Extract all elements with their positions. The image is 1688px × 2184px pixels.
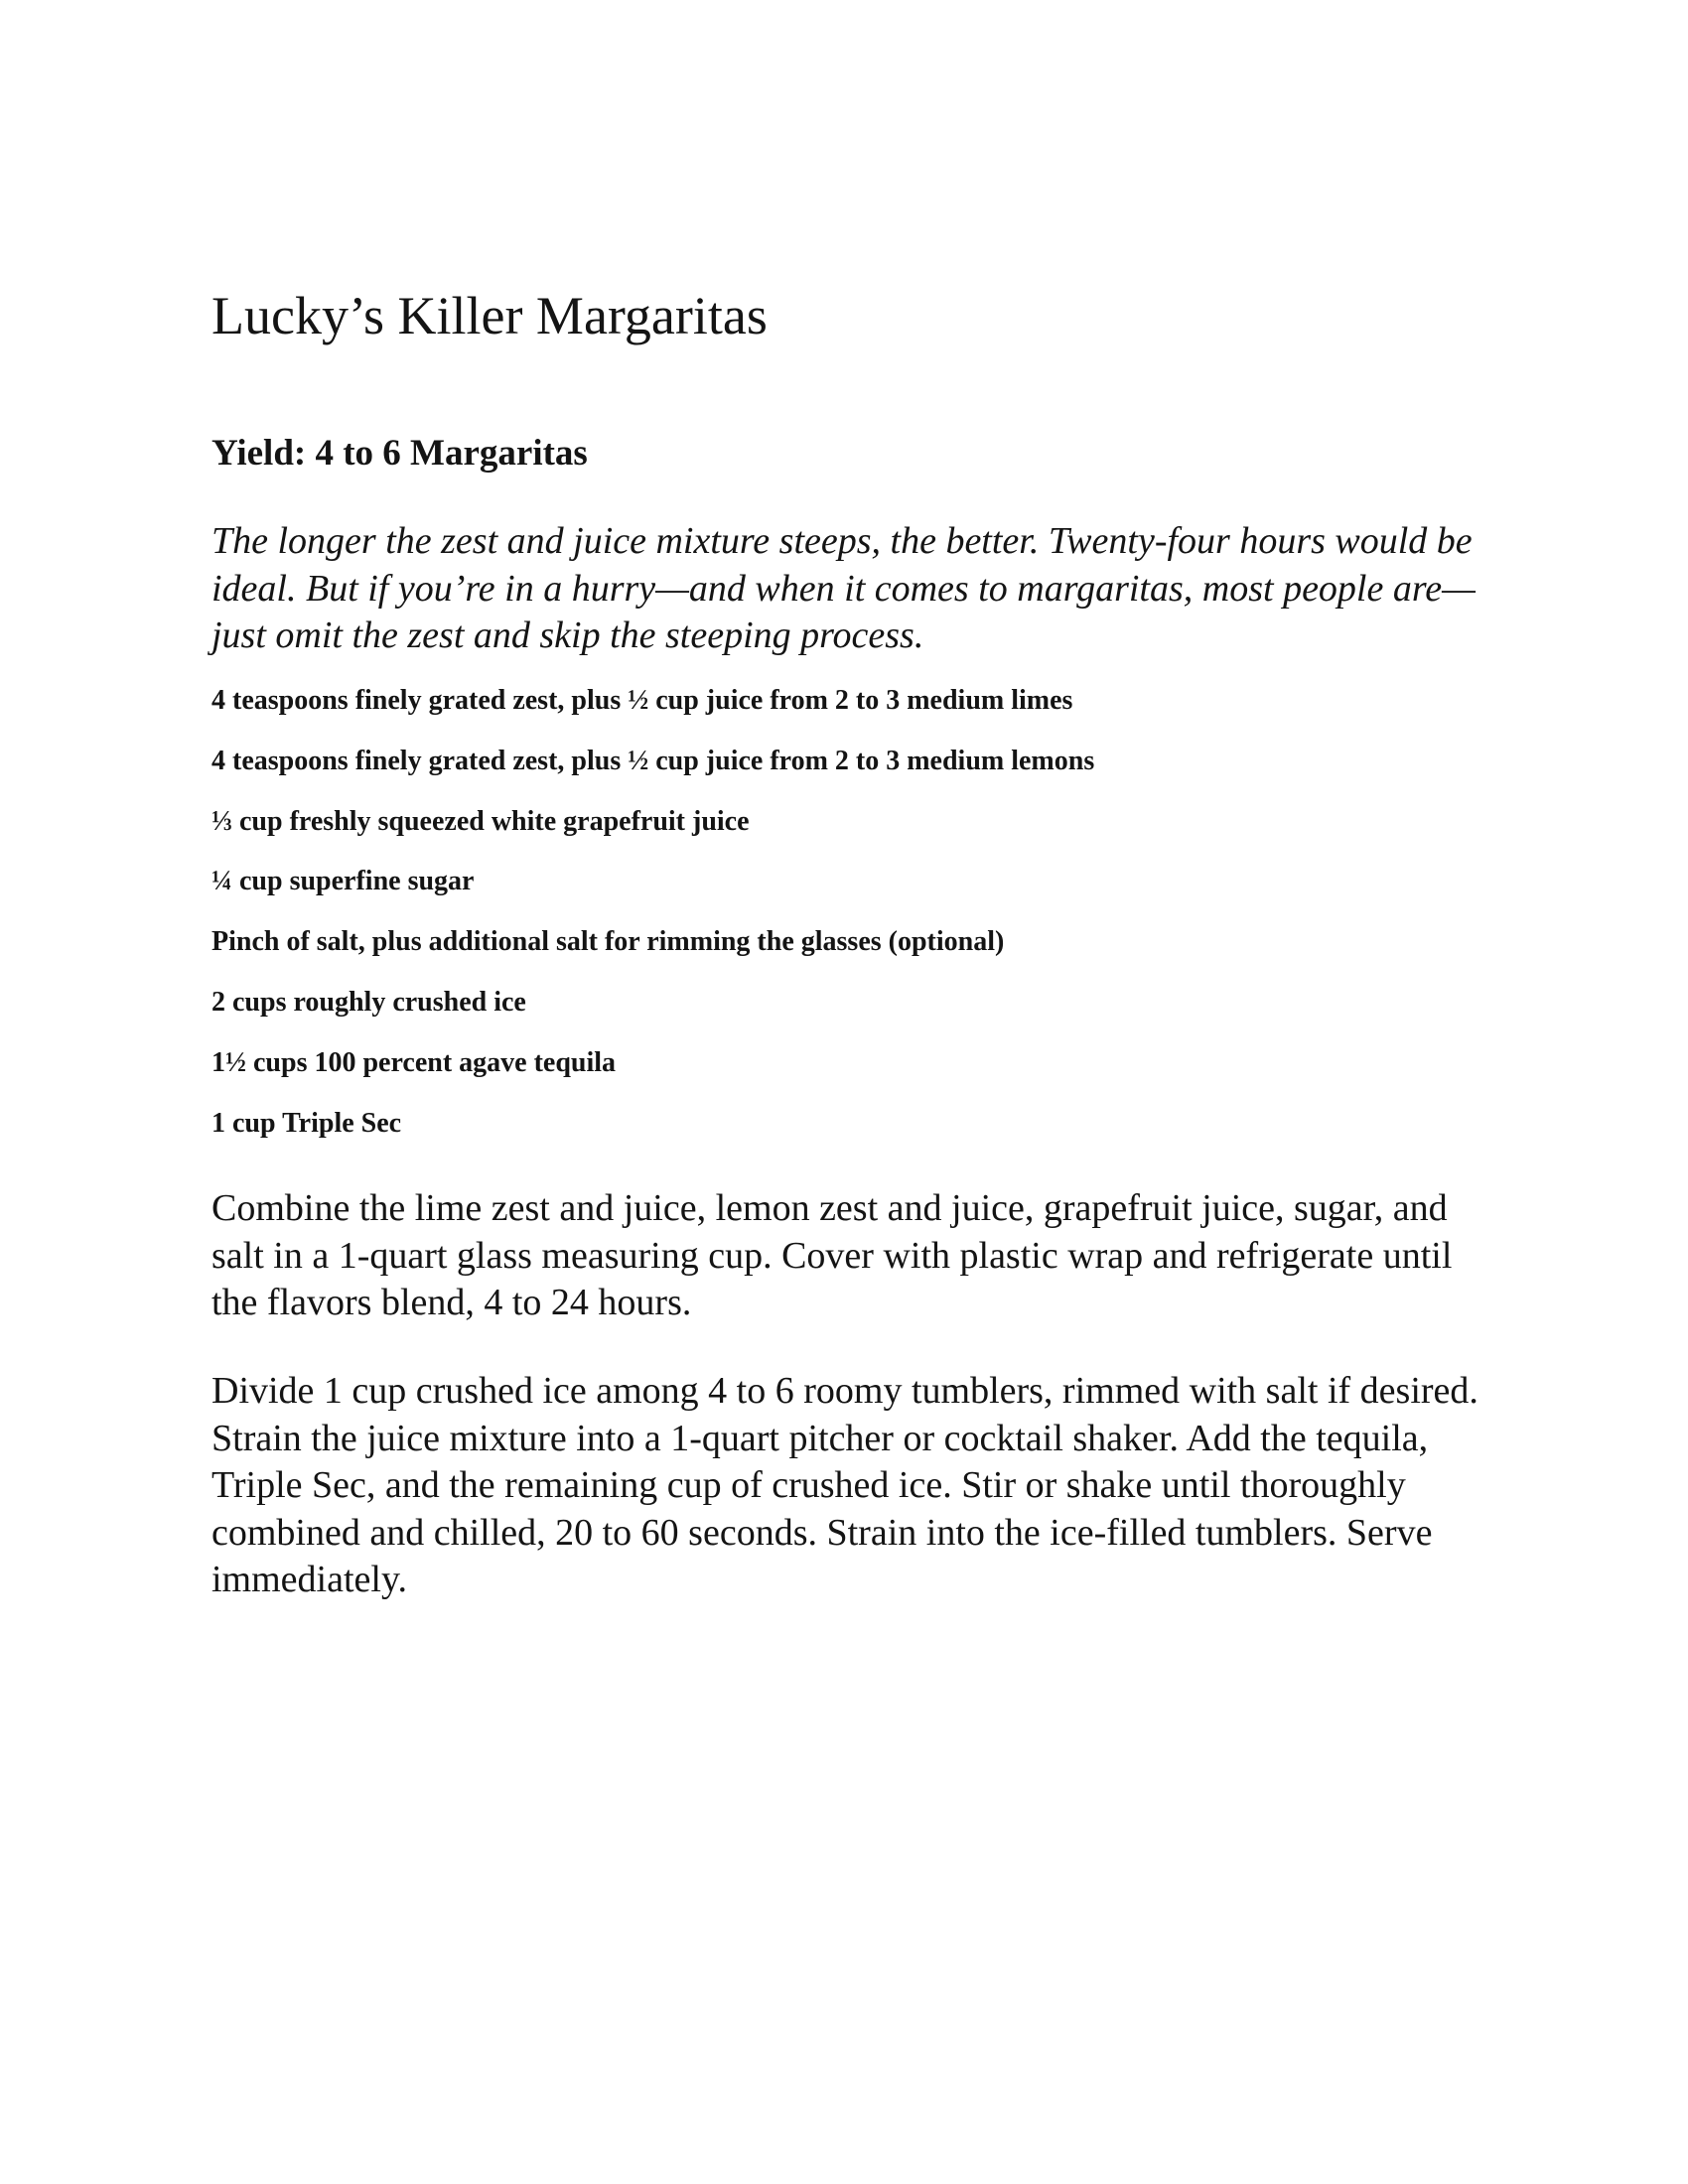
ingredient-item: ¼ cup superfine sugar xyxy=(211,866,475,897)
recipe-intro: The longer the zest and juice mixture steeps, the better. Twenty-four hours would be ideal. But if you’re in a hurry—and when it comes to margaritas, most people are—just omit the zest and skip the steeping process. xyxy=(211,520,1476,656)
recipe-title: Lucky’s Killer Margaritas xyxy=(211,286,768,345)
ingredient-item: 1 cup Triple Sec xyxy=(211,1107,402,1139)
instruction-step: Combine the lime zest and juice, lemon zest and juice, grapefruit juice, sugar, and salt in a 1-quart glass measuring cup. Cover with plastic wrap and refrigerate until the flavors blend, 4 to 24 hours. xyxy=(211,1187,1453,1323)
ingredient-item: 4 teaspoons finely grated zest, plus ½ cup juice from 2 to 3 medium limes xyxy=(211,685,1073,716)
instruction-step: Divide 1 cup crushed ice among 4 to 6 roomy tumblers, rimmed with salt if desired. Strain the juice mixture into a 1-quart pitcher or cocktail shaker. Add the tequila, Triple Sec, and the remaining cup of crushed ice. Stir or shake until thoroughly combined and chilled, 20 to 60 seconds. Strain into the ice-filled tumblers. Serve immediately. xyxy=(211,1370,1478,1600)
ingredient-item: 2 cups roughly crushed ice xyxy=(211,986,526,1018)
ingredient-list xyxy=(211,681,1094,1163)
ingredient-item: ⅓ cup freshly squeezed white grapefruit juice xyxy=(211,805,750,837)
ingredient-item: 1½ cups 100 percent agave tequila xyxy=(211,1046,617,1078)
ingredient-item: Pinch of salt, plus additional salt for rimming the glasses (optional) xyxy=(211,926,1005,958)
ingredient-item: 4 teaspoons finely grated zest, plus ½ cup juice from 2 to 3 medium lemons xyxy=(211,745,1095,776)
recipe-yield: Yield: 4 to 6 Margaritas xyxy=(211,433,588,474)
